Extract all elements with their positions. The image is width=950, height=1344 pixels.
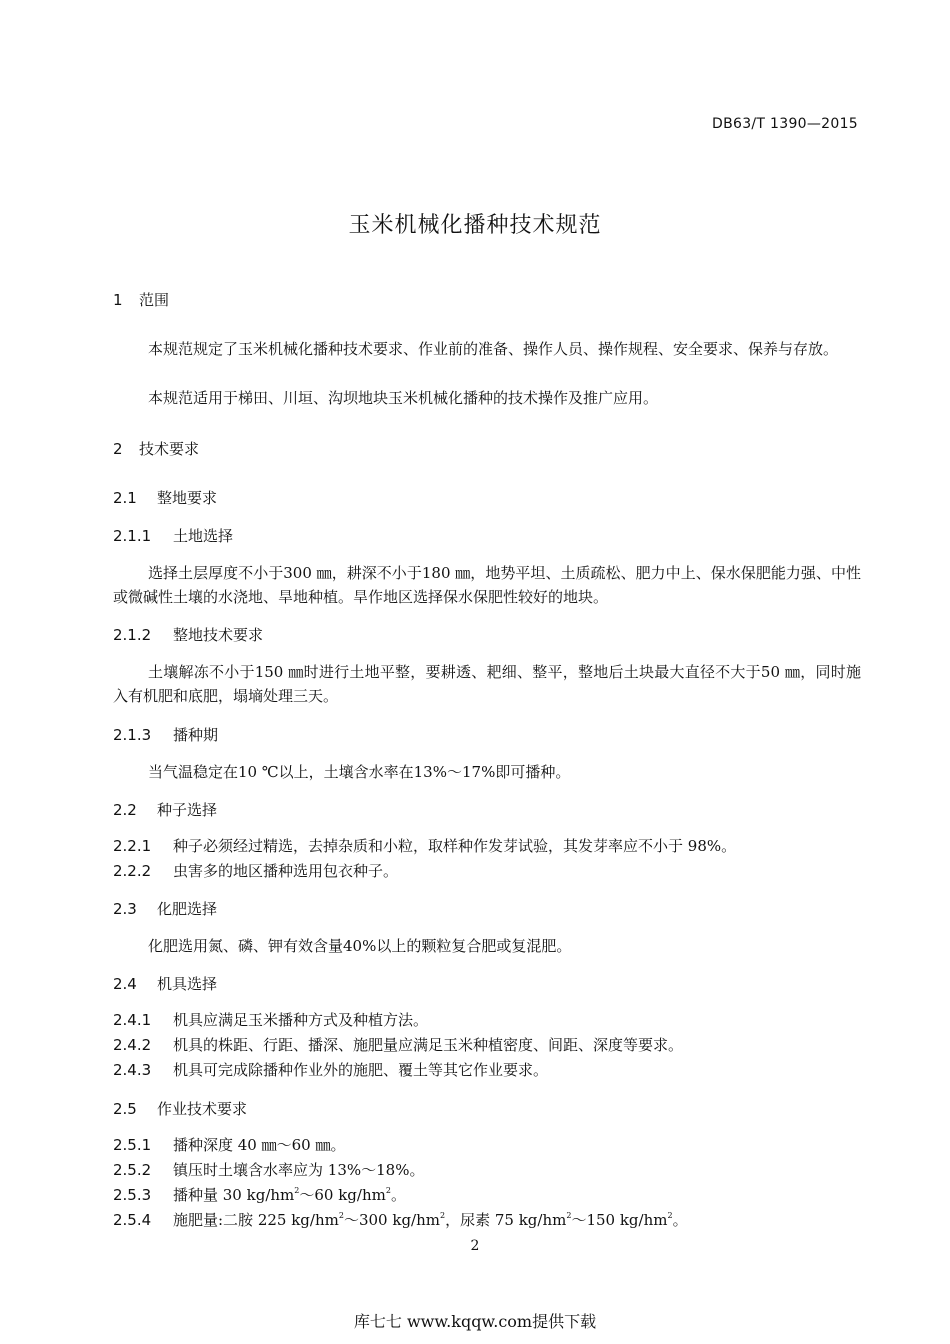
section-number: 2 <box>113 440 123 458</box>
section-title: 整地技术要求 <box>173 626 264 644</box>
section-heading-2-1 <box>113 487 217 508</box>
item-number: 2.4.3 <box>113 1061 152 1079</box>
section-heading-2-2 <box>113 799 217 820</box>
section-title: 范围 <box>139 291 170 309</box>
item-text: 施肥量:二胺 225 $kg/hm^2\sim 300$ $kg/hm^2$，尿素 75 $kg/hm^2\sim 150$ $kg/hm^2$。 <box>173 1211 688 1229</box>
section-number: 2.1.3 <box>113 726 152 744</box>
section-number: 1 <box>113 291 123 309</box>
item-text: 种子必须经过精选，去掉杂质和小粒，取样种作发芽试验，其发芽率应不小于 98%。 <box>173 837 737 855</box>
item-text: 机具可完成除播种作业外的施肥、覆土等其它作业要求。 <box>173 1061 549 1079</box>
page-number: 2 <box>470 1238 480 1254</box>
item-text: 机具应满足玉米播种方式及种植方法。 <box>173 1011 429 1029</box>
item-number: 2.2.1 <box>113 837 152 855</box>
section-number: 2.3 <box>113 900 137 918</box>
list-item <box>113 1034 683 1055</box>
list-item <box>113 1184 406 1205</box>
section-number: 2.1.2 <box>113 626 152 644</box>
section-number: 2.1.1 <box>113 527 152 545</box>
paragraph-scope-1: 本规范规定了玉米机械化播种技术要求、作业前的准备、操作人员、操作规程、安全要求、保养与存放。 <box>148 340 839 358</box>
section-heading-2-1-2 <box>113 624 263 645</box>
item-number: 2.4.2 <box>113 1036 152 1054</box>
list-item <box>113 1009 428 1030</box>
section-title: 作业技术要求 <box>157 1100 248 1118</box>
item-text: 虫害多的地区播种选用包衣种子。 <box>173 862 399 880</box>
paragraph-land-preparation: 土壤解冻不小于150 ㎜时进行土地平整，要耕透、耙细、整平，整地后土块最大直径不大于50 ㎜，同时施入有机肥和底肥，塌墒处理三天。 <box>113 663 861 705</box>
footer-download-note: 库七七 www.kqqw.com提供下载 <box>353 1312 597 1331</box>
section-title: 技术要求 <box>139 440 200 458</box>
paragraph-land-selection: 选择土层厚度不小于300 ㎜，耕深不小于180 ㎜，地势平坦、土质疏松、肥力中上、保水保肥能力强、中性或微碱性土壤的水浇地、旱地种植。旱作地区选择保水保肥性较好的地块。 <box>113 564 861 606</box>
list-item <box>113 1059 548 1080</box>
section-title: 土地选择 <box>173 527 234 545</box>
section-title: 化肥选择 <box>157 900 218 918</box>
section-title: 整地要求 <box>157 489 218 507</box>
section-heading-2-5 <box>113 1098 247 1119</box>
section-number: 2.5 <box>113 1100 137 1118</box>
item-number: 2.5.4 <box>113 1211 152 1229</box>
section-title: 种子选择 <box>157 801 218 819</box>
item-number: 2.5.3 <box>113 1186 152 1204</box>
list-item <box>113 1159 424 1180</box>
list-item <box>113 1209 688 1230</box>
document-title: 玉米机械化播种技术规范 <box>348 213 602 238</box>
section-heading-2-3 <box>113 898 217 919</box>
paragraph-sowing-period: 当气温稳定在10 ℃以上，土壤含水率在13%～17%即可播种。 <box>148 763 571 781</box>
item-number: 2.5.2 <box>113 1161 152 1179</box>
paragraph-fertilizer: 化肥选用氮、磷、钾有效含量40%以上的颗粒复合肥或复混肥。 <box>148 937 572 955</box>
item-text: 播种量 30 $kg/hm^2\sim 60$ $kg/hm^2$。 <box>173 1186 406 1204</box>
item-text: 机具的株距、行距、播深、施肥量应满足玉米种植密度、间距、深度等要求。 <box>173 1036 684 1054</box>
section-heading-1 <box>113 289 169 310</box>
paragraph-scope-2: 本规范适用于梯田、川垣、沟坝地块玉米机械化播种的技术操作及推广应用。 <box>148 389 659 407</box>
standard-code: DB63/T 1390—2015 <box>712 116 858 132</box>
section-title: 播种期 <box>173 726 219 744</box>
section-number: 2.1 <box>113 489 137 507</box>
item-number: 2.4.1 <box>113 1011 152 1029</box>
section-number: 2.2 <box>113 801 137 819</box>
section-heading-2-1-1 <box>113 525 233 546</box>
list-item <box>113 860 398 881</box>
item-number: 2.2.2 <box>113 862 152 880</box>
item-text: 镇压时土壤含水率应为 13%～18%。 <box>173 1161 425 1179</box>
section-title: 机具选择 <box>157 975 218 993</box>
section-heading-2-4 <box>113 973 217 994</box>
item-text: 播种深度 40 ㎜～60 ㎜。 <box>173 1136 346 1154</box>
list-item <box>113 1134 345 1155</box>
list-item <box>113 835 736 856</box>
item-number: 2.5.1 <box>113 1136 152 1154</box>
section-number: 2.4 <box>113 975 137 993</box>
section-heading-2-1-3 <box>113 724 218 745</box>
section-heading-2 <box>113 438 199 459</box>
